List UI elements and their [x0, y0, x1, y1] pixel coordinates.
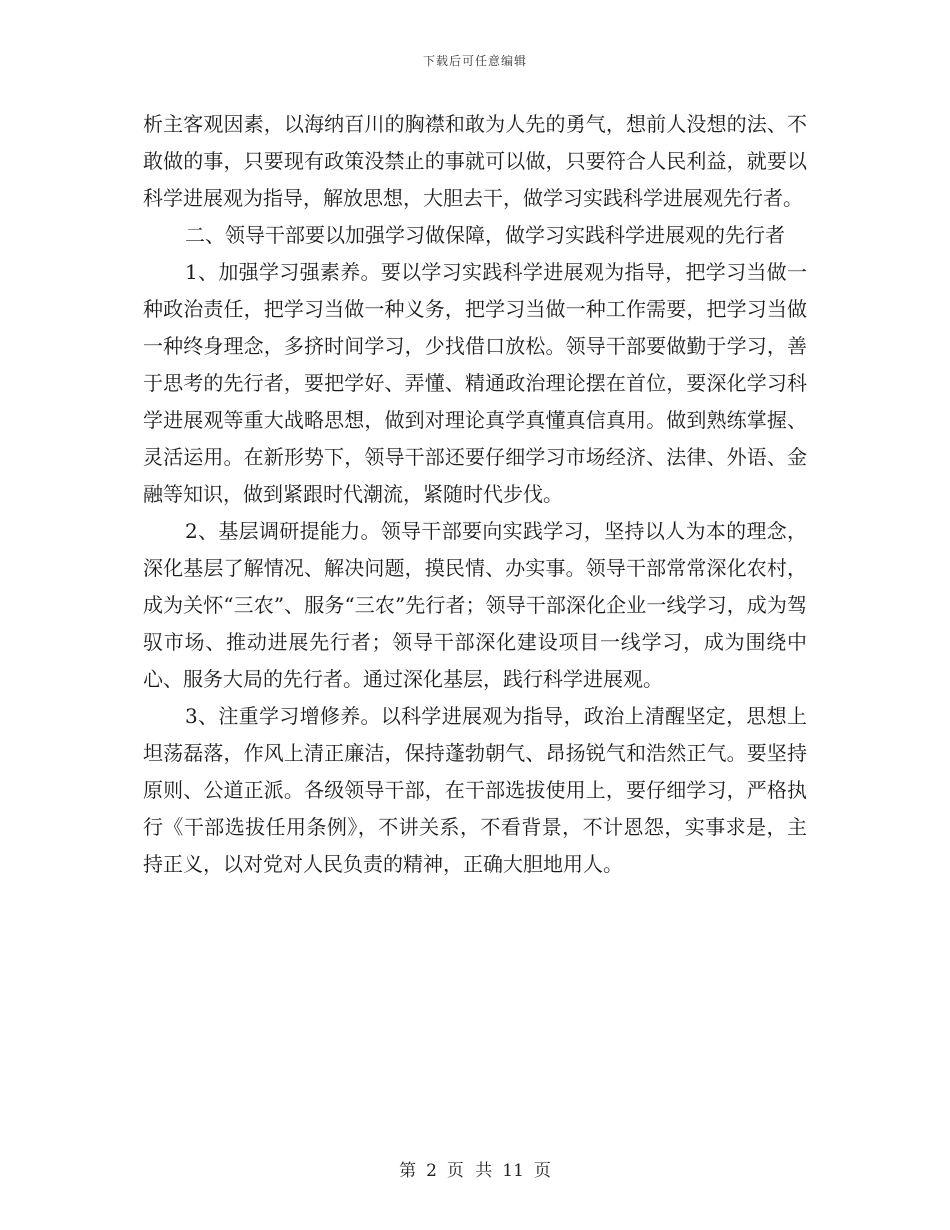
footer-middle: 页 共	[446, 1161, 493, 1181]
document-body	[143, 106, 807, 883]
footer-suffix: 页	[533, 1161, 551, 1181]
section-heading-2: 二、领导干部要以加强学习做保障，做学习实践科学进展观的先行者	[185, 223, 785, 247]
paragraph-item-1: 1、加强学习强素养。要以学习实践科学进展观为指导，把学习当做一种政治责任，把学习当做一种义务，把学习当做一种工作需要，把学习当做一种终身理念，多挤时间学习，少找借口放松。领导干部要做勤于学习，善于思考的先行者，要把学好、弄懂、精通政治理论摆在首位，要深化学习科学进展观等重大战略思想，做到对理论真学真懂真信真用。做到熟练掌握、灵活运用。在新形势下，领导干部还要仔细学习市场经济、法律、外语、金融等知识，做到紧跟时代潮流，紧随时代步伐。	[143, 260, 807, 506]
paragraph-item-3: 3、注重学习增修养。以科学进展观为指导，政治上清醒坚定，思想上坦荡磊落，作风上清正廉洁，保持蓬勃朝气、昂扬锐气和浩然正气。要坚持原则、公道正派。各级领导干部，在干部选拔使用上，要仔细学习，严格执行《干部选拔任用条例》，不讲关系，不看背景，不计恩怨，实事求是，主持正义，以对党对人民负责的精神，正确大胆地用人。	[143, 704, 807, 876]
paragraph-item-2: 2、基层调研提能力。领导干部要向实践学习，坚持以人为本的理念，深化基层了解情况、解决问题，摸民情、办实事。领导干部常常深化农村，成为关怀“三农”、服务“三农”先行者；领导干部深化企业一线学习，成为驾驭市场、推动进展先行者；领导干部深化建设项目一线学习，成为围绕中心、服务大局的先行者。通过深化基层，践行科学进展观。	[143, 519, 807, 691]
page-footer	[0, 1156, 950, 1181]
footer-page-number: 2	[426, 1161, 437, 1181]
page-header: 下载后可任意编辑	[422, 54, 527, 68]
footer-prefix: 第	[399, 1161, 417, 1181]
footer-total-pages: 11	[502, 1161, 524, 1181]
paragraph-1: 析主客观因素，以海纳百川的胸襟和敢为人先的勇气，想前人没想的法、不敢做的事，只要现有政策没禁止的事就可以做，只要符合人民利益，就要以科学进展观为指导，解放思想，大胆去干，做学习实践科学进展观先行者。	[143, 112, 807, 210]
